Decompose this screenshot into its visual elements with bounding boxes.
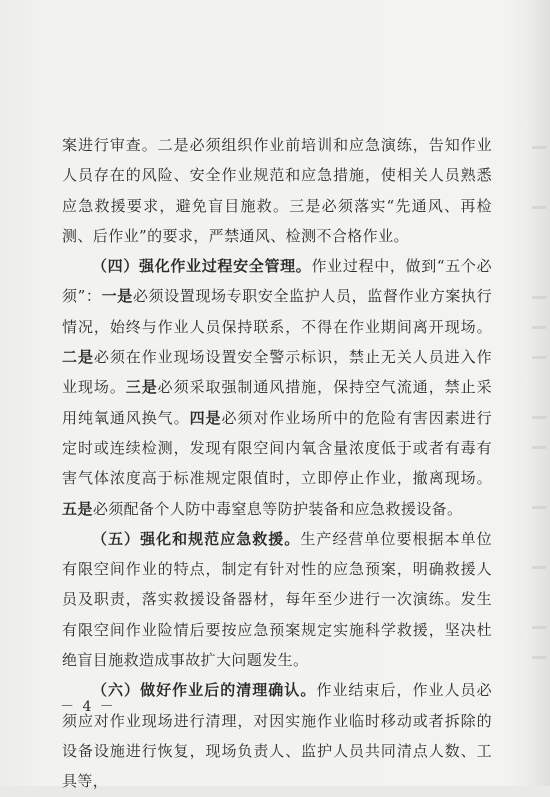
paragraph-continued: 案进行审查。二是必须组织作业前培训和应急演练，告知作业人员存在的风险、安全作业规范和应急措施，使相关人员熟悉应急救援要求，避免盲目施救。三是必须落实“先通风、再检测、后作业”的要求，严禁通风、检测不合格作业。	[62, 136, 492, 245]
body-text	[62, 130, 492, 797]
section-heading-6: （六）做好作业后的清理确认。	[92, 681, 317, 700]
show-through-margin	[528, 0, 550, 786]
section-heading-4: （四）强化作业过程安全管理。	[92, 257, 312, 276]
page-number: － 4 －	[60, 699, 116, 715]
paragraph-emergency-rescue: （五）强化和规范应急救援。生产经营单位要根据本单位有限空间作业的特点，制定有针对性的应急预案，明确救援人员及职责，落实救援设备器材，每年至少进行一次演练。发生有限空间作业险情后要按应急预案规定实施科学救援，坚决杜绝盲目施救造成事故扩大问题发生。	[62, 529, 492, 670]
paragraph-post-work-cleanup: （六）做好作业后的清理确认。作业结束后，作业人员必须应对作业现场进行清理，对因实施作业临时移动或者拆除的设备设施进行恢复，现场负责人、监护人员共同清点人数、工具等，	[62, 681, 492, 791]
paragraph-process-safety: （四）强化作业过程安全管理。作业过程中，做到“五个必须”：一是必须设置现场专职安全监护人员，监督作业方案执行情况，始终与作业人员保持联系，不得在作业期间离开现场。二是必须在作业现场设置安全警示标识，禁止无关人员进入作业现场。三是必须采取强制通风措施，保持空气流通，禁止采用纯氧通风换气。四是必须对作业场所中的危险有害因素进行定时或连续检测，发现有限空间内氧含量浓度低于或者有毒有害气体浓度高于标准规定限值时，立即停止作业，撤离现场。五是必须配备个人防中毒窒息等防护装备和应急救援设备。	[62, 257, 493, 518]
section-heading-5: （五）强化和规范应急救援。	[92, 529, 301, 548]
